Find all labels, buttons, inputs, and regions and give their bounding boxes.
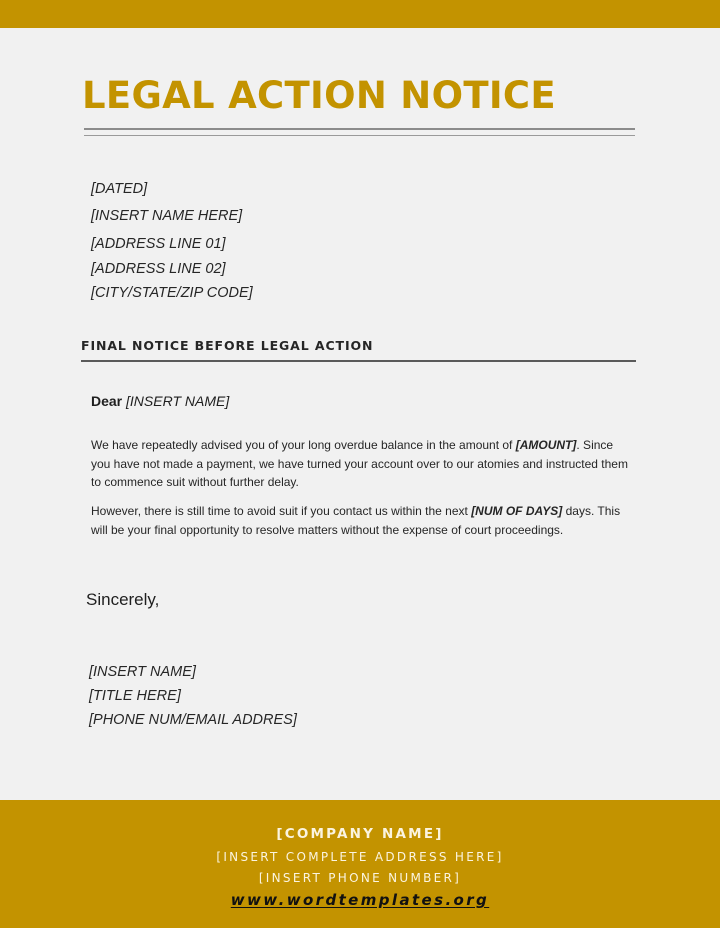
footer-website-link[interactable]: www.wordtemplates.org [230, 891, 490, 909]
footer-company-name: [COMPANY NAME] [276, 826, 444, 842]
section-heading: FINAL NOTICE BEFORE LEGAL ACTION [81, 338, 374, 353]
amount-placeholder: [AMOUNT] [515, 438, 577, 452]
footer-phone: [INSERT PHONE NUMBER] [258, 871, 462, 885]
recipient-name-placeholder: [INSERT NAME HERE] [91, 208, 243, 224]
body-paragraph-2 [91, 502, 631, 539]
address-line-2-placeholder: [ADDRESS LINE 02] [91, 261, 226, 277]
signature-title-placeholder: [TITLE HERE] [89, 688, 181, 704]
footer [0, 800, 720, 928]
paragraph-2-text-a: However, there is still time to avoid suit if you contact us within the next [91, 504, 472, 518]
num-of-days-placeholder: [NUM OF DAYS] [471, 504, 563, 518]
city-state-zip-placeholder: [CITY/STATE/ZIP CODE] [91, 285, 253, 301]
salutation-greeting: Dear [91, 393, 123, 409]
paragraph-2-text-b: days. This will be your final opportunity to resolve matters without the expense of court proceedings. [91, 504, 621, 537]
section-divider [81, 360, 636, 362]
footer-address: [INSERT COMPLETE ADDRESS HERE] [216, 850, 504, 864]
salutation [91, 393, 229, 409]
title-divider [84, 128, 635, 136]
signature-contact-placeholder: [PHONE NUM/EMAIL ADDRES] [89, 712, 297, 728]
closing: Sincerely, [86, 590, 160, 609]
salutation-name-placeholder: [INSERT NAME] [126, 393, 230, 409]
dated-placeholder: [DATED] [91, 181, 148, 197]
top-accent-band [0, 0, 720, 28]
address-line-1-placeholder: [ADDRESS LINE 01] [91, 236, 226, 252]
paragraph-1-text-b: . Since you have not made a payment, we have turned your account over to our atomies and instructed them to commence suit without further delay. [91, 438, 628, 489]
paragraph-1-text-a: We have repeatedly advised you of your long overdue balance in the amount of [91, 438, 516, 452]
signature-name-placeholder: [INSERT NAME] [89, 664, 196, 680]
body-paragraph-1 [91, 436, 631, 492]
document-title: LEGAL ACTION NOTICE [82, 74, 556, 117]
